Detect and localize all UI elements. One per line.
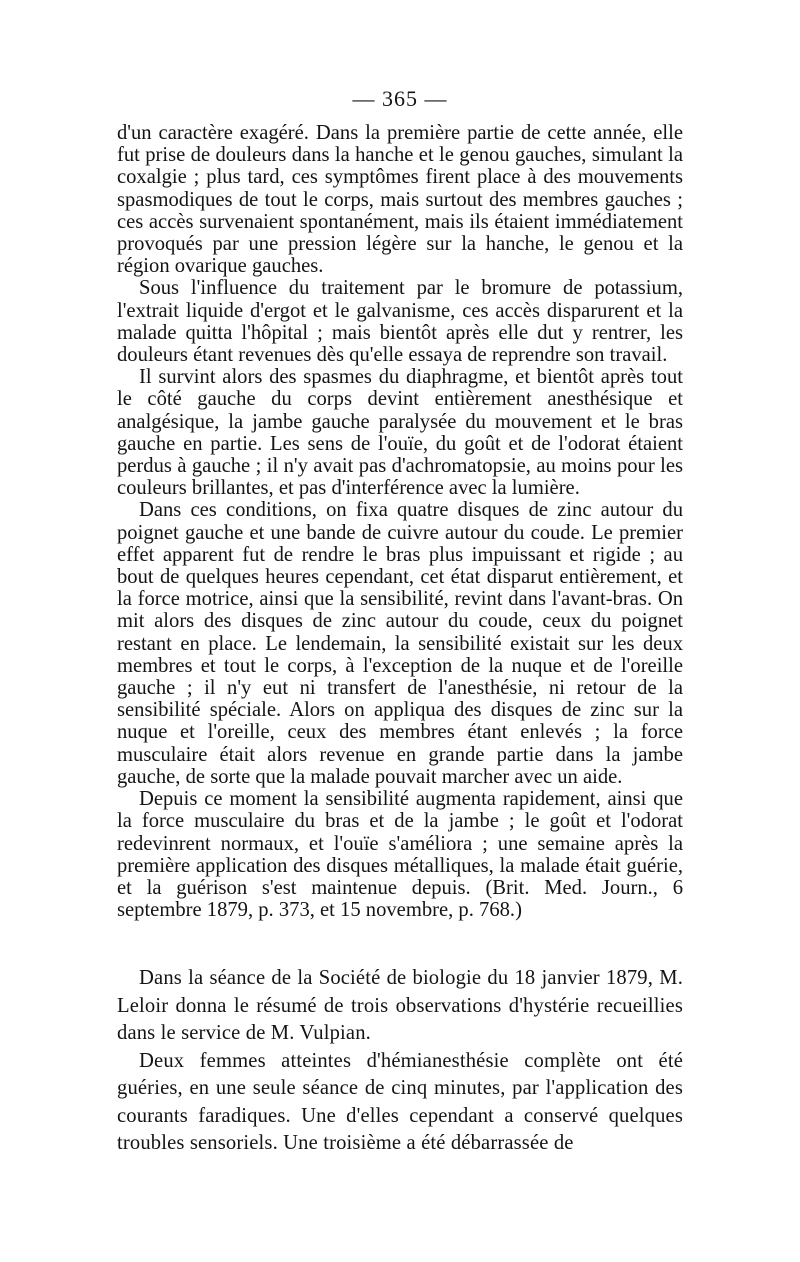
paragraph-spasms: Il survint alors des spasmes du diaphragme, et bientôt après tout le côté gauche du corps devint entièrement anesthésique et analgésique, la jambe gauche paralysée du mouvement et le bras gauche en partie. Les sens de l'ouïe, du goût et de l'odorat étaient perdus à gauche ; il n'y avait pas d'achromatopsie, au moins pour les couleurs brillantes, et pas d'interférence avec la lumière. [117,366,683,500]
societe-biologie-section [117,965,683,1158]
paragraph-recovery: Depuis ce moment la sensibilité augmenta rapidement, ainsi que la force musculaire du bras et de la jambe ; le goût et l'odorat redevinrent normaux, et l'ouïe s'améliora ; une semaine après la première application des disques métalliques, la malade était guérie, et la guérison s'est maintenue depuis. (Brit. Med. Journ., 6 septembre 1879, p. 373, et 15 novembre, p. 768.) [117,788,683,922]
paragraph-hemianesthesie: Deux femmes atteintes d'hémianesthésie complète ont été guéries, en une seule séance de cinq minutes, par l'application des courants faradiques. Une d'elles cependant a conservé quelques troubles sensoriels. Une troisième a été débarrassée de [117,1049,683,1155]
paragraph-leloir: Dans la séance de la Société de biologie du 18 janvier 1879, M. Leloir donna le résumé de trois observations d'hystérie recueillies dans le service de M. Vulpian. [117,967,683,1045]
paragraph-zinc-discs: Dans ces conditions, on fixa quatre disques de zinc autour du poignet gauche et une bande de cuivre autour du coude. Le premier effet apparent fut de rendre le bras plus impuissant et rigide ; au bout de quelques heures cependant, cet état disparut entièrement, et la force motrice, ainsi que la sensibilité, revint dans l'avant-bras. On mit alors des disques de zinc autour du coude, ceux du poignet restant en place. Le lendemain, la sensibilité existait sur les deux membres et tout le corps, à l'exception de la nuque et de l'oreille gauche ; il n'y eut ni transfert de l'anesthésie, ni retour de la sensibilité spéciale. Alors on appliqua des disques de zinc sur la nuque et l'oreille, ceux des membres étant enlevés ; la force musculaire était alors revenue en grande partie dans la jambe gauche, de sorte que la malade pouvait marcher avec un aide. [117,499,683,788]
paragraph-treatment: Sous l'influence du traitement par le bromure de potassium, l'extrait liquide d'ergot et le galvanisme, ces accès disparurent et la malade quitta l'hôpital ; mais bientôt après elle dut y rentrer, les douleurs étant revenues dès qu'elle essaya de reprendre son travail. [117,277,683,367]
case-report-section [117,122,683,921]
page-number: — 365 — [352,86,448,111]
paragraph-continued: d'un caractère exagéré. Dans la première partie de cette année, elle fut prise de douleurs dans la hanche et le genou gauches, simulant la coxalgie ; plus tard, ces symptômes firent place à des mouvements spasmodiques de tout le corps, mais surtout des membres gauches ; ces accès survenaient spontanément, mais ils étaient immédiatement provoqués par une pression légère sur la hanche, le genou et la région ovarique gauches. [117,122,683,278]
book-page [117,86,683,1158]
